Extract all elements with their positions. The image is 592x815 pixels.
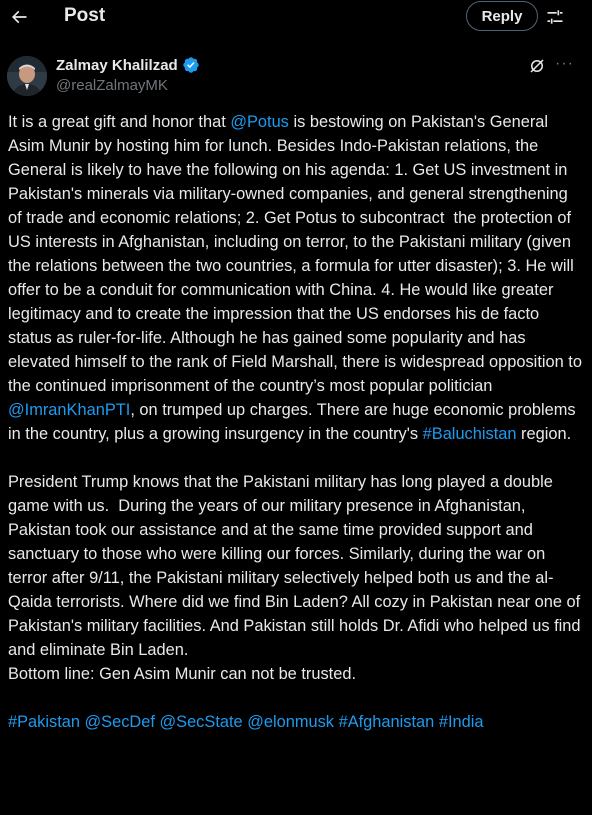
verified-badge-icon — [182, 56, 200, 74]
mention-link[interactable]: @SecState — [159, 713, 243, 731]
grok-icon — [528, 57, 546, 75]
sliders-icon — [545, 7, 565, 27]
avatar-image-icon — [7, 56, 47, 96]
author-handle[interactable]: @realZalmayMK — [56, 77, 168, 94]
grok-button[interactable] — [528, 57, 546, 75]
tweet-text — [8, 110, 587, 734]
hashtag-link[interactable]: #Pakistan — [8, 713, 80, 731]
hashtag-link-baluchistan[interactable]: #Baluchistan — [422, 425, 517, 443]
hashtag-link[interactable]: #India — [438, 713, 484, 731]
arrow-left-icon — [9, 7, 29, 27]
back-button[interactable] — [6, 4, 32, 30]
tweet-text-segment: It is a great gift and honor that — [8, 113, 231, 131]
tweet-text-segment: region. — [516, 425, 572, 443]
tweet-bottom-line: Bottom line: Gen Asim Munir can not be trusted. — [8, 665, 357, 683]
tag-row — [8, 713, 484, 731]
tweet-paragraph: President Trump knows that the Pakistani military has long played a double game with us. During the years of our military presence in Afghanistan, Pakistan took our assistance and at the same time provided support and sanctuary to those who were killing our forces. Similarly, during the war on terror after 9/11, the Pakistani military selectively helped both us and the al-Qaida terrorists. Where did we find Bin Laden? All cozy in Pakistan near one of Pakistan's military facilities. And Pakistan still holds Dr. Afidi who helped us find and eliminate Bin Laden. — [8, 473, 586, 659]
settings-button[interactable] — [543, 5, 567, 29]
author-name[interactable]: Zalmay Khalilzad — [56, 56, 178, 74]
more-icon[interactable]: ··· — [555, 55, 574, 72]
mention-link-potus[interactable]: @Potus — [230, 113, 289, 131]
tweet-text-segment: is bestowing on Pakistan's General Asim Munir by hosting him for lunch. Besides Indo-Pakistan relations, the General is likely to have the following on his agenda: 1. Get US investment in Pakistan's minerals via military-owned companies, and general strengthening of trade and economic relations; 2. Get Potus to subcontract the protection of US interests in Afghanistan, including on terror, to the Pakistani military (given the relations between the two countries, a formula for utter disaster); 3. He will offer to be a conduit for communication with China. 4. He would like greater legitimacy and to create the impression that the US endorses his de facto status as ruler-for-life. Although he has gained some popularity and has elevated himself to the rank of Field Marshall, there is widespread opposition to the continued imprisonment of the country’s most popular politician — [8, 113, 587, 395]
mention-link[interactable]: @SecDef — [84, 713, 155, 731]
reply-button[interactable]: Reply — [466, 1, 538, 31]
mention-link[interactable]: @elonmusk — [247, 713, 335, 731]
page-title: Post — [64, 5, 106, 26]
tweet-text-segment: , on trumped up charges. There are huge economic problems in the country, plus a growing insurgency in the country's — [8, 401, 581, 443]
top-bar — [0, 0, 592, 34]
mention-link-imrankhan[interactable]: @ImranKhanPTI — [8, 401, 131, 419]
hashtag-link[interactable]: #Afghanistan — [338, 713, 435, 731]
avatar[interactable] — [7, 56, 47, 96]
author-name-row[interactable] — [56, 56, 200, 74]
